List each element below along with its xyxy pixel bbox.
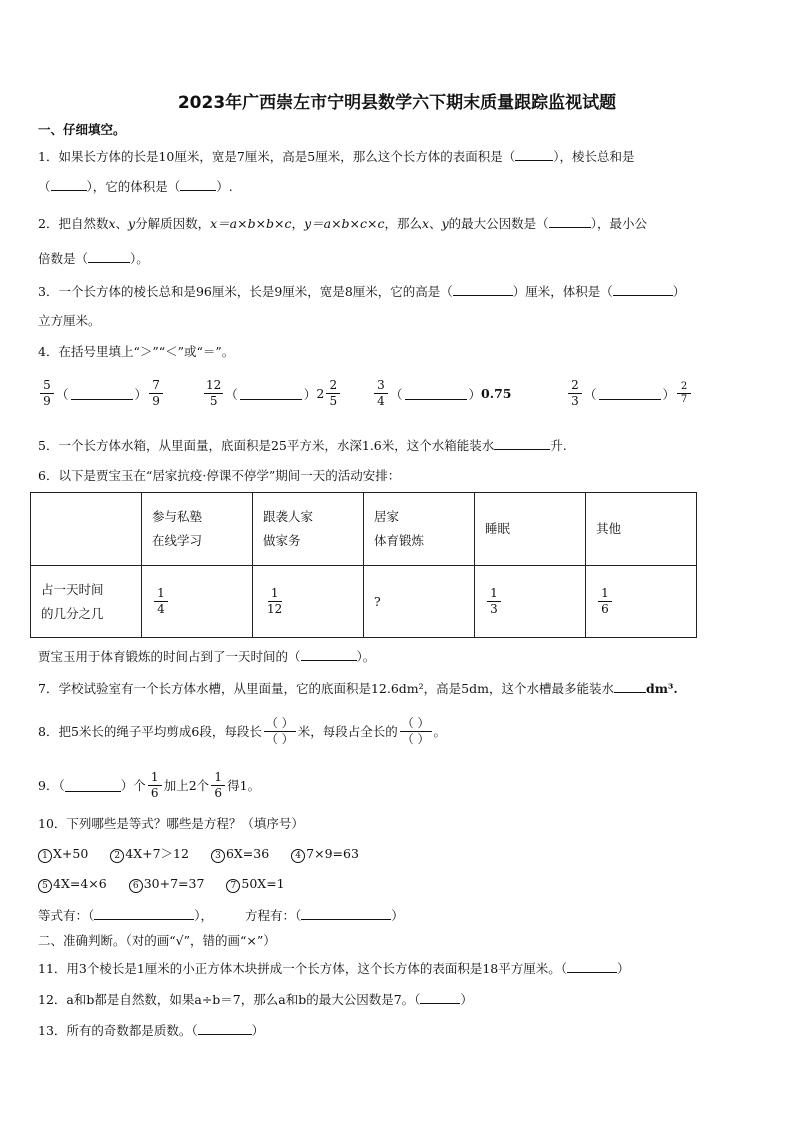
q2-formula-x: x＝a×b×b×c [210,216,292,231]
question-12: 12．a和b都是自然数，如果a÷b＝7，那么a和b的最大公因数是7。（ ） [38,992,473,1007]
fraction: $\frac{2}{7}$ [677,381,691,406]
q5-text-b: 升. [550,438,567,453]
question-8 [38,716,446,747]
option: 2 4X+7＞12 [110,846,189,861]
table-cell: $\frac{1}{4}$ [142,566,253,638]
q3-text-b: ）厘米，体积是（ [512,284,613,299]
compare-item-3: $\frac{3}{4}$ （ ） 0.75 [372,378,511,409]
q10-options-row-2 [38,876,285,893]
question-5 [38,437,567,454]
compare-blank-2[interactable] [240,387,302,400]
section-2-heading: 二、准确判断。（对的画“√”，错的画“×”） [38,933,276,948]
q6-text-a: 贾宝玉用于体育锻炼的时间占到了一天时间的（ [38,649,301,664]
fraction: $\frac{5}{9}$ [40,378,54,409]
fraction: $\frac{2}{3}$ [568,378,582,409]
option: 5 4X=4×6 [38,876,107,891]
q3-text-c: ） [672,284,686,299]
q7-text-a: 7．学校试验室有一个长方体水槽，从里面量，它的底面积是12.6dm²，高是5dm，这个水槽最多能装水 [38,681,614,696]
q2-var-y: y [128,216,136,231]
table-header-cell: 参与私塾 在线学习 [142,493,253,566]
equations-x-blank[interactable] [301,907,391,920]
equations-blank[interactable] [94,907,194,920]
question-10: 10．下列哪些是等式？哪些是方程？（填序号） [38,816,304,831]
question-11: 11．用3个棱长是1厘米的小正方体木块拼成一个长方体，这个长方体的表面积是18平方厘米。（ ） [38,961,630,976]
q3-blank-1[interactable] [453,283,513,296]
question-13: 13．所有的奇数都是质数。（ ） [38,1023,265,1038]
option: 7 50X=1 [226,876,284,891]
table-header-cell: 跟袭人家 做家务 [253,493,364,566]
activity-table [30,492,697,638]
q7-unit: dm³. [645,681,678,696]
q9-text-a: 9．（ [38,777,65,793]
q13-text-a: 13．所有的奇数都是质数。（ [38,1023,198,1038]
q8-fraction-blank-1[interactable]: $\frac{( )}{( )}$ [265,716,294,746]
option: 1 X+50 [38,846,88,861]
q9-text-e: 得1。 [227,777,261,793]
q8-text-c: 。 [433,723,447,739]
q1-blank-2[interactable] [51,178,87,191]
fraction: $\frac{12}{5}$ [206,378,222,408]
table-header-row [31,493,697,566]
q2-text-b: 分解质因数， [135,216,211,231]
table-header-cell: 其他 [586,493,697,566]
q2-text-e: ），最小公 [590,216,647,231]
q11-text-a: 11．用3个棱长是1厘米的小正方体木块拼成一个长方体，这个长方体的表面积是18平方厘米。（ [38,961,567,976]
fraction: $\frac{2}{5}$ [326,378,340,409]
q11-blank[interactable] [567,960,617,973]
option: 3 6X=36 [211,846,269,861]
table-cell: $\frac{1}{6}$ [586,566,697,638]
q2-var-y-2: y [441,216,449,231]
question-3 [38,283,685,300]
compare-item-1: $\frac{5}{9}$ （ ） $\frac{7}{9}$ [38,378,165,409]
decimal-value: 0.75 [481,386,512,401]
table-corner-cell [31,493,142,566]
q6-text-b: ）。 [356,649,376,664]
q7-blank[interactable] [614,680,646,693]
fraction: $\frac{1}{6}$ [148,770,162,801]
compare-blank-3[interactable] [405,387,467,400]
q10-options-row-1 [38,846,359,863]
q1-text-c: （ [38,179,51,194]
q1-text-b: ），棱长总和是 [553,149,635,164]
table-header-cell: 居家 体育锻炼 [364,493,475,566]
q2-text-d: 的最大公因数是（ [448,216,549,231]
question-1-cont [38,178,233,195]
q5-blank[interactable] [494,437,550,450]
q1-text-e: ）. [216,179,233,194]
q2-blank-2[interactable] [88,250,130,263]
q1-text-a: 1．如果长方体的长是10厘米，宽是7厘米，高是5厘米，那么这个长方体的表面积是（ [38,149,516,164]
q2-var-x-2: x [422,216,430,231]
q2-formula-y: y＝a×b×c×c [304,216,385,231]
option: 4 7×9=63 [291,846,359,861]
q5-text-a: 5．一个长方体水箱，从里面量，底面积是25平方米，水深1.6米，这个水箱能装水 [38,438,495,453]
question-3-cont: 立方厘米。 [38,313,101,328]
q3-text-a: 3．一个长方体的棱长总和是96厘米，长是9厘米，宽是8厘米，它的高是（ [38,284,453,299]
question-2 [38,215,647,232]
q2-sep-2: 、 [429,216,442,231]
table-row [31,566,697,638]
q2-text-c: ，那么 [384,216,423,231]
whole-number: 2 [316,386,325,401]
fraction: $\frac{1}{6}$ [211,770,225,801]
q13-blank[interactable] [198,1022,252,1035]
section-1-heading: 一、仔细填空。 [38,122,126,137]
q12-blank[interactable] [420,991,460,1004]
equations-x-label: 方程有：（ [245,908,302,923]
table-cell: $\frac{1}{12}$ [253,566,364,638]
table-cell: $\frac{1}{3}$ [475,566,586,638]
q8-text-b: 米，每段占全长的 [297,723,398,739]
q12-text-a: 12．a和b都是自然数，如果a÷b＝7，那么a和b的最大公因数是7。（ [38,992,421,1007]
q1-blank-3[interactable] [180,178,216,191]
table-cell-unknown[interactable]: ? [364,566,475,638]
q2-sep: 、 [115,216,129,231]
question-6-answer [38,648,375,665]
q2-blank-1[interactable] [549,215,591,228]
question-2-cont [38,250,149,267]
question-4: 4．在括号里填上“＞”“＜”或“＝”。 [38,344,235,359]
q2-var-x: x [108,216,116,231]
question-7 [38,680,678,697]
question-1 [38,148,635,165]
q10-answers: 等式有：（ ）， 方程有：（ ） [38,908,404,923]
q2-text-a: 2．把自然数 [38,216,109,231]
table-row-label: 占一天时间 的几分之几 [31,566,142,638]
q9-text-b: ）个 [120,777,146,793]
q9-blank[interactable] [65,779,121,792]
q6-blank[interactable] [301,648,357,661]
option: 6 30+7=37 [129,876,205,891]
fraction: $\frac{3}{4}$ [374,378,388,409]
q8-fraction-blank-2[interactable]: $\frac{( )}{( )}$ [401,716,430,746]
compare-blank-4[interactable] [599,387,661,400]
question-6: 6．以下是贾宝玉在“居家抗疫·停课不停学”期间一天的活动安排： [38,468,401,483]
compare-item-2: $\frac{12}{5}$ （ ） 2 $\frac{2}{5}$ [202,378,342,409]
page-title: 2023年广西崇左市宁明县数学六下期末质量跟踪监视试题 [177,93,617,113]
q2-text-f: 倍数是（ [38,251,89,266]
question-9 [38,770,260,801]
table-header-cell: 睡眠 [475,493,586,566]
q8-text-a: 8．把5米长的绳子平均剪成6段，每段长 [38,723,262,739]
q3-blank-2[interactable] [613,283,673,296]
equations-label: 等式有：（ [38,908,95,923]
fraction: $\frac{7}{9}$ [149,378,163,409]
q1-blank-1[interactable] [515,148,553,161]
compare-item-4: $\frac{2}{3}$ （ ） $\frac{2}{7}$ [566,378,693,409]
q2-comma: ， [291,216,305,231]
q9-text-c: 加上2个 [163,777,210,793]
q2-text-g: ）。 [130,251,149,266]
compare-blank-1[interactable] [71,387,133,400]
q1-text-d: ），它的体积是（ [86,179,181,194]
